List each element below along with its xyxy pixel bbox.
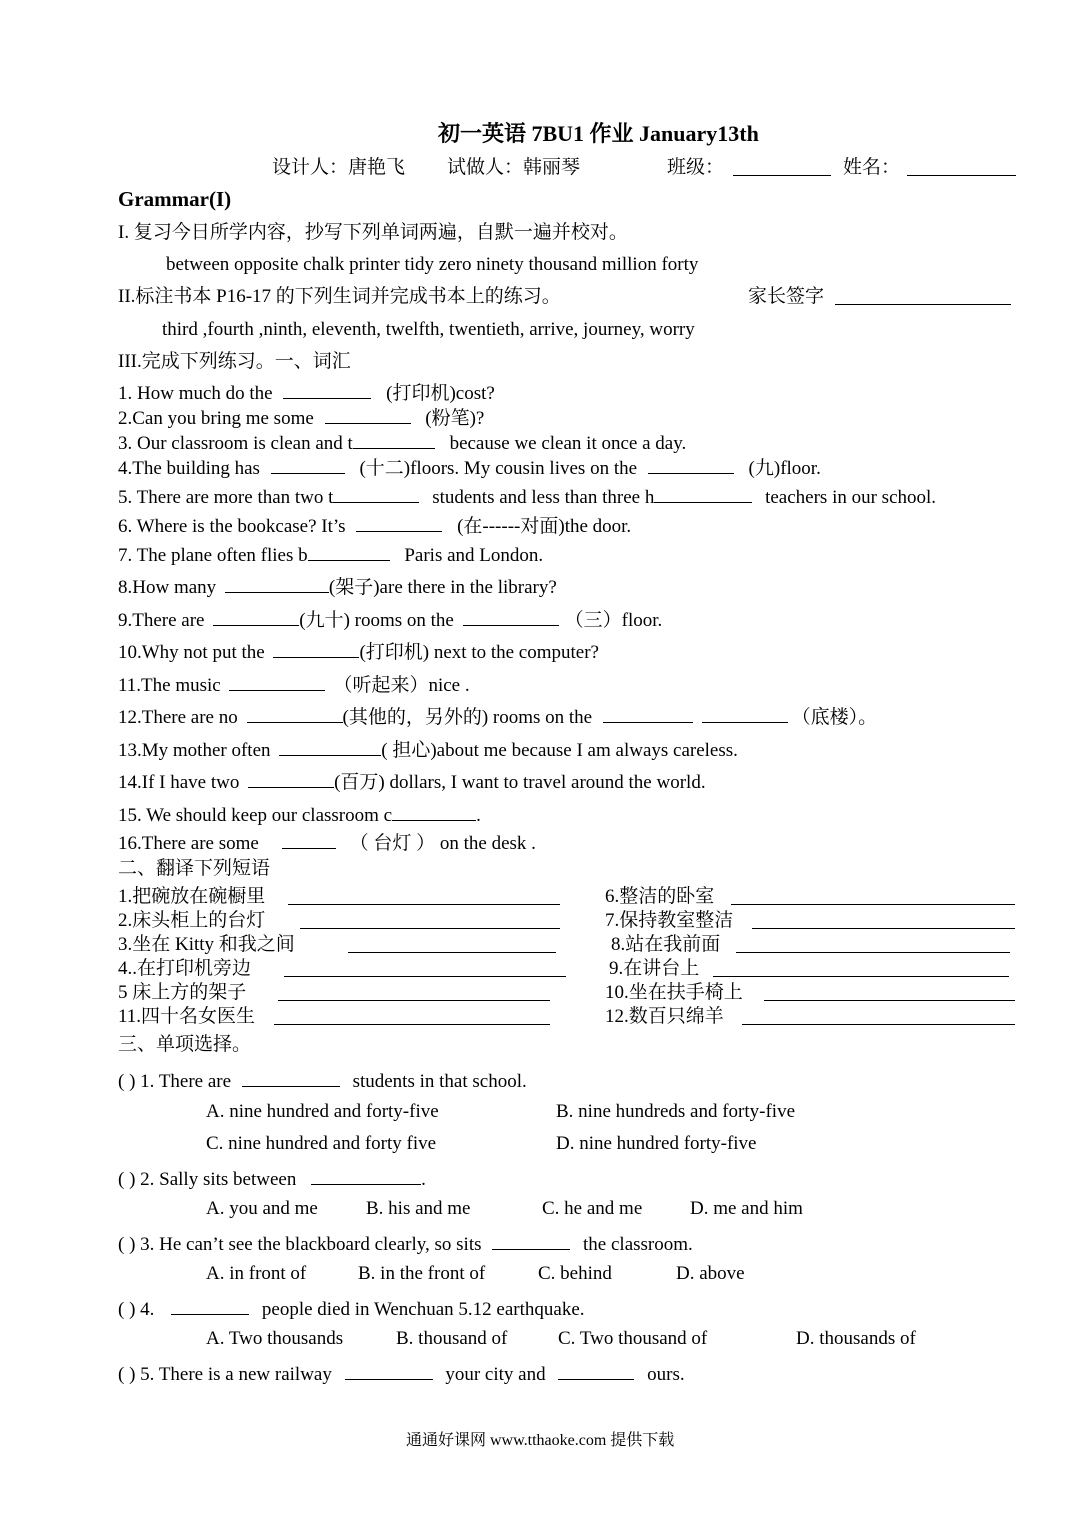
parent-sign-blank[interactable] bbox=[835, 286, 1011, 305]
page-title: 初一英语 7BU1 作业 January13th bbox=[438, 121, 759, 146]
question-4: ( ) 4. people died in Wenchuan 5.12 earthquake. bbox=[118, 1296, 585, 1321]
translate-item: 5 床上方的架子 bbox=[118, 982, 247, 1003]
translate-item: 4..在打印机旁边 bbox=[118, 958, 252, 979]
option[interactable]: D. above bbox=[676, 1263, 745, 1284]
option[interactable]: D. thousands of bbox=[796, 1328, 916, 1349]
translate-item: 7.保持教室整洁 bbox=[605, 910, 734, 931]
question-blank[interactable] bbox=[558, 1361, 634, 1380]
vocab-item-16: 16.There are some （ 台灯 ） on the desk . bbox=[118, 830, 536, 855]
vocab-blank[interactable] bbox=[248, 769, 334, 788]
option[interactable]: C. he and me bbox=[542, 1198, 643, 1219]
translate-blank[interactable] bbox=[736, 934, 1010, 953]
vocab-blank[interactable] bbox=[463, 607, 559, 626]
translate-item: 2.床头柜上的台灯 bbox=[118, 910, 266, 931]
translate-blank[interactable] bbox=[300, 910, 560, 929]
tester-label: 试做人：韩丽琴 bbox=[447, 157, 581, 178]
vocab-item-7: 7. The plane often flies b Paris and London. bbox=[118, 542, 543, 567]
vocab-blank[interactable] bbox=[356, 513, 442, 532]
question-blank[interactable] bbox=[171, 1296, 249, 1315]
vocab-item-2: 2.Can you bring me some (粉笔)? bbox=[118, 405, 484, 430]
option[interactable]: B. in the front of bbox=[358, 1263, 486, 1284]
option[interactable]: D. me and him bbox=[690, 1198, 803, 1219]
option[interactable]: B. thousand of bbox=[396, 1328, 508, 1349]
translate-item: 10.坐在扶手椅上 bbox=[605, 982, 743, 1003]
question-blank[interactable] bbox=[345, 1361, 433, 1380]
designer-label: 设计人：唐艳飞 bbox=[272, 157, 406, 178]
translate-blank[interactable] bbox=[752, 910, 1015, 929]
translate-item: 12.数百只绵羊 bbox=[605, 1006, 724, 1027]
vocab-blank[interactable] bbox=[282, 830, 336, 849]
question-blank[interactable] bbox=[311, 1166, 421, 1185]
vocab-blank[interactable] bbox=[325, 405, 411, 424]
translate-item: 6.整洁的卧室 bbox=[605, 886, 715, 907]
vocab-blank[interactable] bbox=[648, 455, 734, 474]
option[interactable]: C. nine hundred and forty five bbox=[206, 1133, 437, 1154]
part1-instruction: I. 复习今日所学内容，抄写下列单词两遍，自默一遍并校对。 bbox=[118, 222, 628, 243]
translate-blank[interactable] bbox=[288, 886, 560, 905]
question-2: ( ) 2. Sally sits between . bbox=[118, 1166, 426, 1191]
translate-blank[interactable] bbox=[348, 934, 556, 953]
translate-item: 1.把碗放在碗橱里 bbox=[118, 886, 266, 907]
translate-blank[interactable] bbox=[731, 886, 1015, 905]
option[interactable]: B. nine hundreds and forty-five bbox=[556, 1101, 796, 1122]
vocab-blank[interactable] bbox=[229, 672, 325, 691]
translate-blank[interactable] bbox=[274, 1006, 550, 1025]
option[interactable]: C. Two thousand of bbox=[558, 1328, 708, 1349]
answer-paren[interactable]: ( ) bbox=[118, 1364, 136, 1385]
part2-words: third ,fourth ,ninth, eleventh, twelfth, twentieth, arrive, journey, worry bbox=[162, 319, 695, 340]
vocab-blank[interactable] bbox=[213, 607, 299, 626]
option[interactable]: D. nine hundred forty-five bbox=[556, 1133, 757, 1154]
name-blank[interactable] bbox=[907, 157, 1016, 176]
vocab-item-15: 15. We should keep our classroom c . bbox=[118, 802, 481, 827]
vocab-item-8: 8.How many (架子)are there in the library? bbox=[118, 574, 557, 599]
translate-heading: 二、翻译下列短语 bbox=[118, 858, 271, 879]
answer-paren[interactable]: ( ) bbox=[118, 1071, 136, 1092]
vocab-blank[interactable] bbox=[271, 455, 345, 474]
parent-sign-label: 家长签字 bbox=[748, 286, 825, 307]
option[interactable]: A. Two thousands bbox=[206, 1328, 344, 1349]
translate-blank[interactable] bbox=[764, 982, 1015, 1001]
translate-blank[interactable] bbox=[742, 1006, 1015, 1025]
vocab-blank[interactable] bbox=[654, 484, 752, 503]
question-blank[interactable] bbox=[492, 1231, 570, 1250]
answer-paren[interactable]: ( ) bbox=[118, 1234, 136, 1255]
translate-item: 11.四十名女医生 bbox=[118, 1006, 256, 1027]
vocab-item-13: 13.My mother often ( 担心)about me because I am always careless. bbox=[118, 737, 738, 762]
translate-item: 3.坐在 Kitty 和我之间 bbox=[118, 934, 295, 955]
grammar-heading: Grammar(I) bbox=[118, 187, 232, 211]
translate-item: 9.在讲台上 bbox=[609, 958, 700, 979]
vocab-blank[interactable] bbox=[308, 542, 390, 561]
vocab-blank[interactable] bbox=[333, 484, 419, 503]
vocab-blank[interactable] bbox=[702, 704, 788, 723]
vocab-blank[interactable] bbox=[247, 704, 343, 723]
vocab-blank[interactable] bbox=[353, 430, 435, 449]
translate-blank[interactable] bbox=[278, 982, 550, 1001]
part1-words: between opposite chalk printer tidy zero ninety thousand million forty bbox=[166, 254, 699, 275]
vocab-blank[interactable] bbox=[225, 574, 329, 593]
class-label: 班级： bbox=[667, 157, 725, 178]
vocab-item-5: 5. There are more than two t students and less than three h teachers in our school. bbox=[118, 484, 936, 509]
option[interactable]: B. his and me bbox=[366, 1198, 471, 1219]
name-label: 姓名： bbox=[843, 157, 901, 178]
vocab-item-9: 9.There are (九十) rooms on the （三）floor. bbox=[118, 607, 662, 632]
vocab-item-12: 12.There are no (其他的，另外的) rooms on the （底楼）。 bbox=[118, 704, 877, 729]
choice-heading: 三、单项选择。 bbox=[118, 1034, 252, 1055]
part2-instruction: II.标注书本 P16-17 的下列生词并完成书本上的练习。 bbox=[118, 286, 561, 307]
question-5: ( ) 5. There is a new railway your city and ours. bbox=[118, 1361, 685, 1386]
translate-item: 8.站在我前面 bbox=[611, 934, 721, 955]
vocab-blank[interactable] bbox=[392, 802, 476, 821]
vocab-blank[interactable] bbox=[273, 639, 359, 658]
vocab-item-11: 11.The music （听起来）nice . bbox=[118, 672, 470, 697]
vocab-item-10: 10.Why not put the (打印机) next to the computer? bbox=[118, 639, 599, 664]
answer-paren[interactable]: ( ) bbox=[118, 1169, 136, 1190]
vocab-blank[interactable] bbox=[283, 380, 371, 399]
part3-instruction: III.完成下列练习。一、词汇 bbox=[118, 351, 351, 372]
question-1: ( ) 1. There are students in that school. bbox=[118, 1068, 527, 1093]
option[interactable]: A. in front of bbox=[206, 1263, 307, 1284]
vocab-item-6: 6. Where is the bookcase? It’s (在------对面)the door. bbox=[118, 513, 631, 538]
translate-blank[interactable] bbox=[284, 958, 566, 977]
translate-blank[interactable] bbox=[713, 958, 1009, 977]
answer-paren[interactable]: ( ) bbox=[118, 1299, 136, 1320]
vocab-item-1: 1. How much do the (打印机)cost? bbox=[118, 380, 495, 405]
vocab-item-4: 4.The building has (十二)floors. My cousin lives on the (九)floor. bbox=[118, 455, 821, 480]
option[interactable]: A. nine hundred and forty-five bbox=[206, 1101, 439, 1122]
vocab-item-14: 14.If I have two (百万) dollars, I want to travel around the world. bbox=[118, 769, 706, 794]
option[interactable]: A. you and me bbox=[206, 1198, 318, 1219]
question-3: ( ) 3. He can’t see the blackboard clearly, so sits the classroom. bbox=[118, 1231, 693, 1256]
question-blank[interactable] bbox=[242, 1068, 340, 1087]
vocab-blank[interactable] bbox=[603, 704, 693, 723]
vocab-item-3: 3. Our classroom is clean and t because we clean it once a day. bbox=[118, 430, 686, 455]
vocab-blank[interactable] bbox=[279, 737, 381, 756]
footer-text: 通通好课网 www.tthaoke.com 提供下载 bbox=[406, 1432, 675, 1449]
class-blank[interactable] bbox=[733, 157, 831, 176]
option[interactable]: C. behind bbox=[538, 1263, 612, 1284]
